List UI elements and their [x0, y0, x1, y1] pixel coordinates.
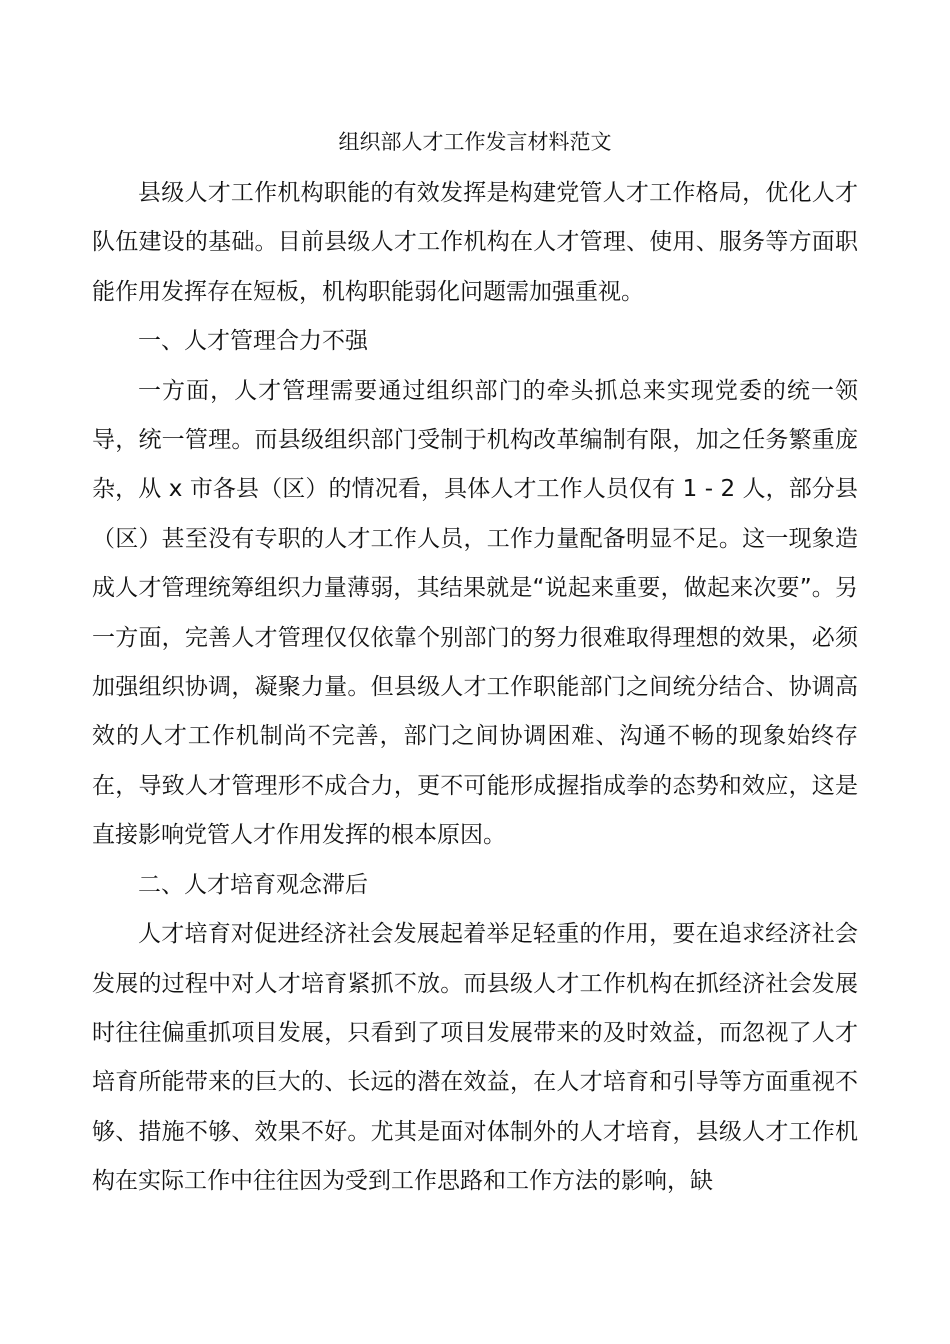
- document-title: 组织部人才工作发言材料范文: [338, 130, 612, 154]
- section-body-2: 人才培育对促进经济社会发展起着举足轻重的作用，要在追求经济社会发展的过程中对人才培育紧抓不放。而县级人才工作机构在抓经济社会发展时往往偏重抓项目发展，只看到了项目发展带来的及时效益，而忽视了人才培育所能带来的巨大的、长远的潜在效益，在人才培育和引导等方面重视不够、措施不够、效果不好。尤其是面对体制外的人才培育，县级人才工作机构在实际工作中往往因为受到工作思路和工作方法的影响，缺: [92, 921, 858, 1195]
- document-page: [92, 118, 858, 1207]
- section-heading-2: 二、人才培育观念滞后: [138, 871, 368, 898]
- section-body-1: 一方面，人才管理需要通过组织部门的牵头抓总来实现党委的统一领导，统一管理。而县级组织部门受制于机构改革编制有限，加之任务繁重庞杂，从 x 市各县（区）的情况看，具体人才工作人员仅有 1 - 2 人，部分县（区）甚至没有专职的人才工作人员，工作力量配备明显不足。这一现象造成人才管理统筹组织力量薄弱，其结果就是“说起来重要，做起来次要”。另一方面，完善人才管理仅仅依靠个别部门的努力很难取得理想的效果，必须加强组织协调，凝聚力量。但县级人才工作职能部门之间统分结合、协调高效的人才工作机制尚不完善，部门之间协调困难、沟通不畅的现象始终存在，导致人才管理形不成合力，更不可能形成握指成拳的态势和效应，这是直接影响党管人才作用发挥的根本原因。: [92, 377, 858, 849]
- intro-paragraph: 县级人才工作机构职能的有效发挥是构建党管人才工作格局，优化人才队伍建设的基础。目前县级人才工作机构在人才管理、使用、服务等方面职能作用发挥存在短板，机构职能弱化问题需加强重视。: [92, 180, 858, 305]
- section-heading-1: 一、人才管理合力不强: [138, 328, 368, 355]
